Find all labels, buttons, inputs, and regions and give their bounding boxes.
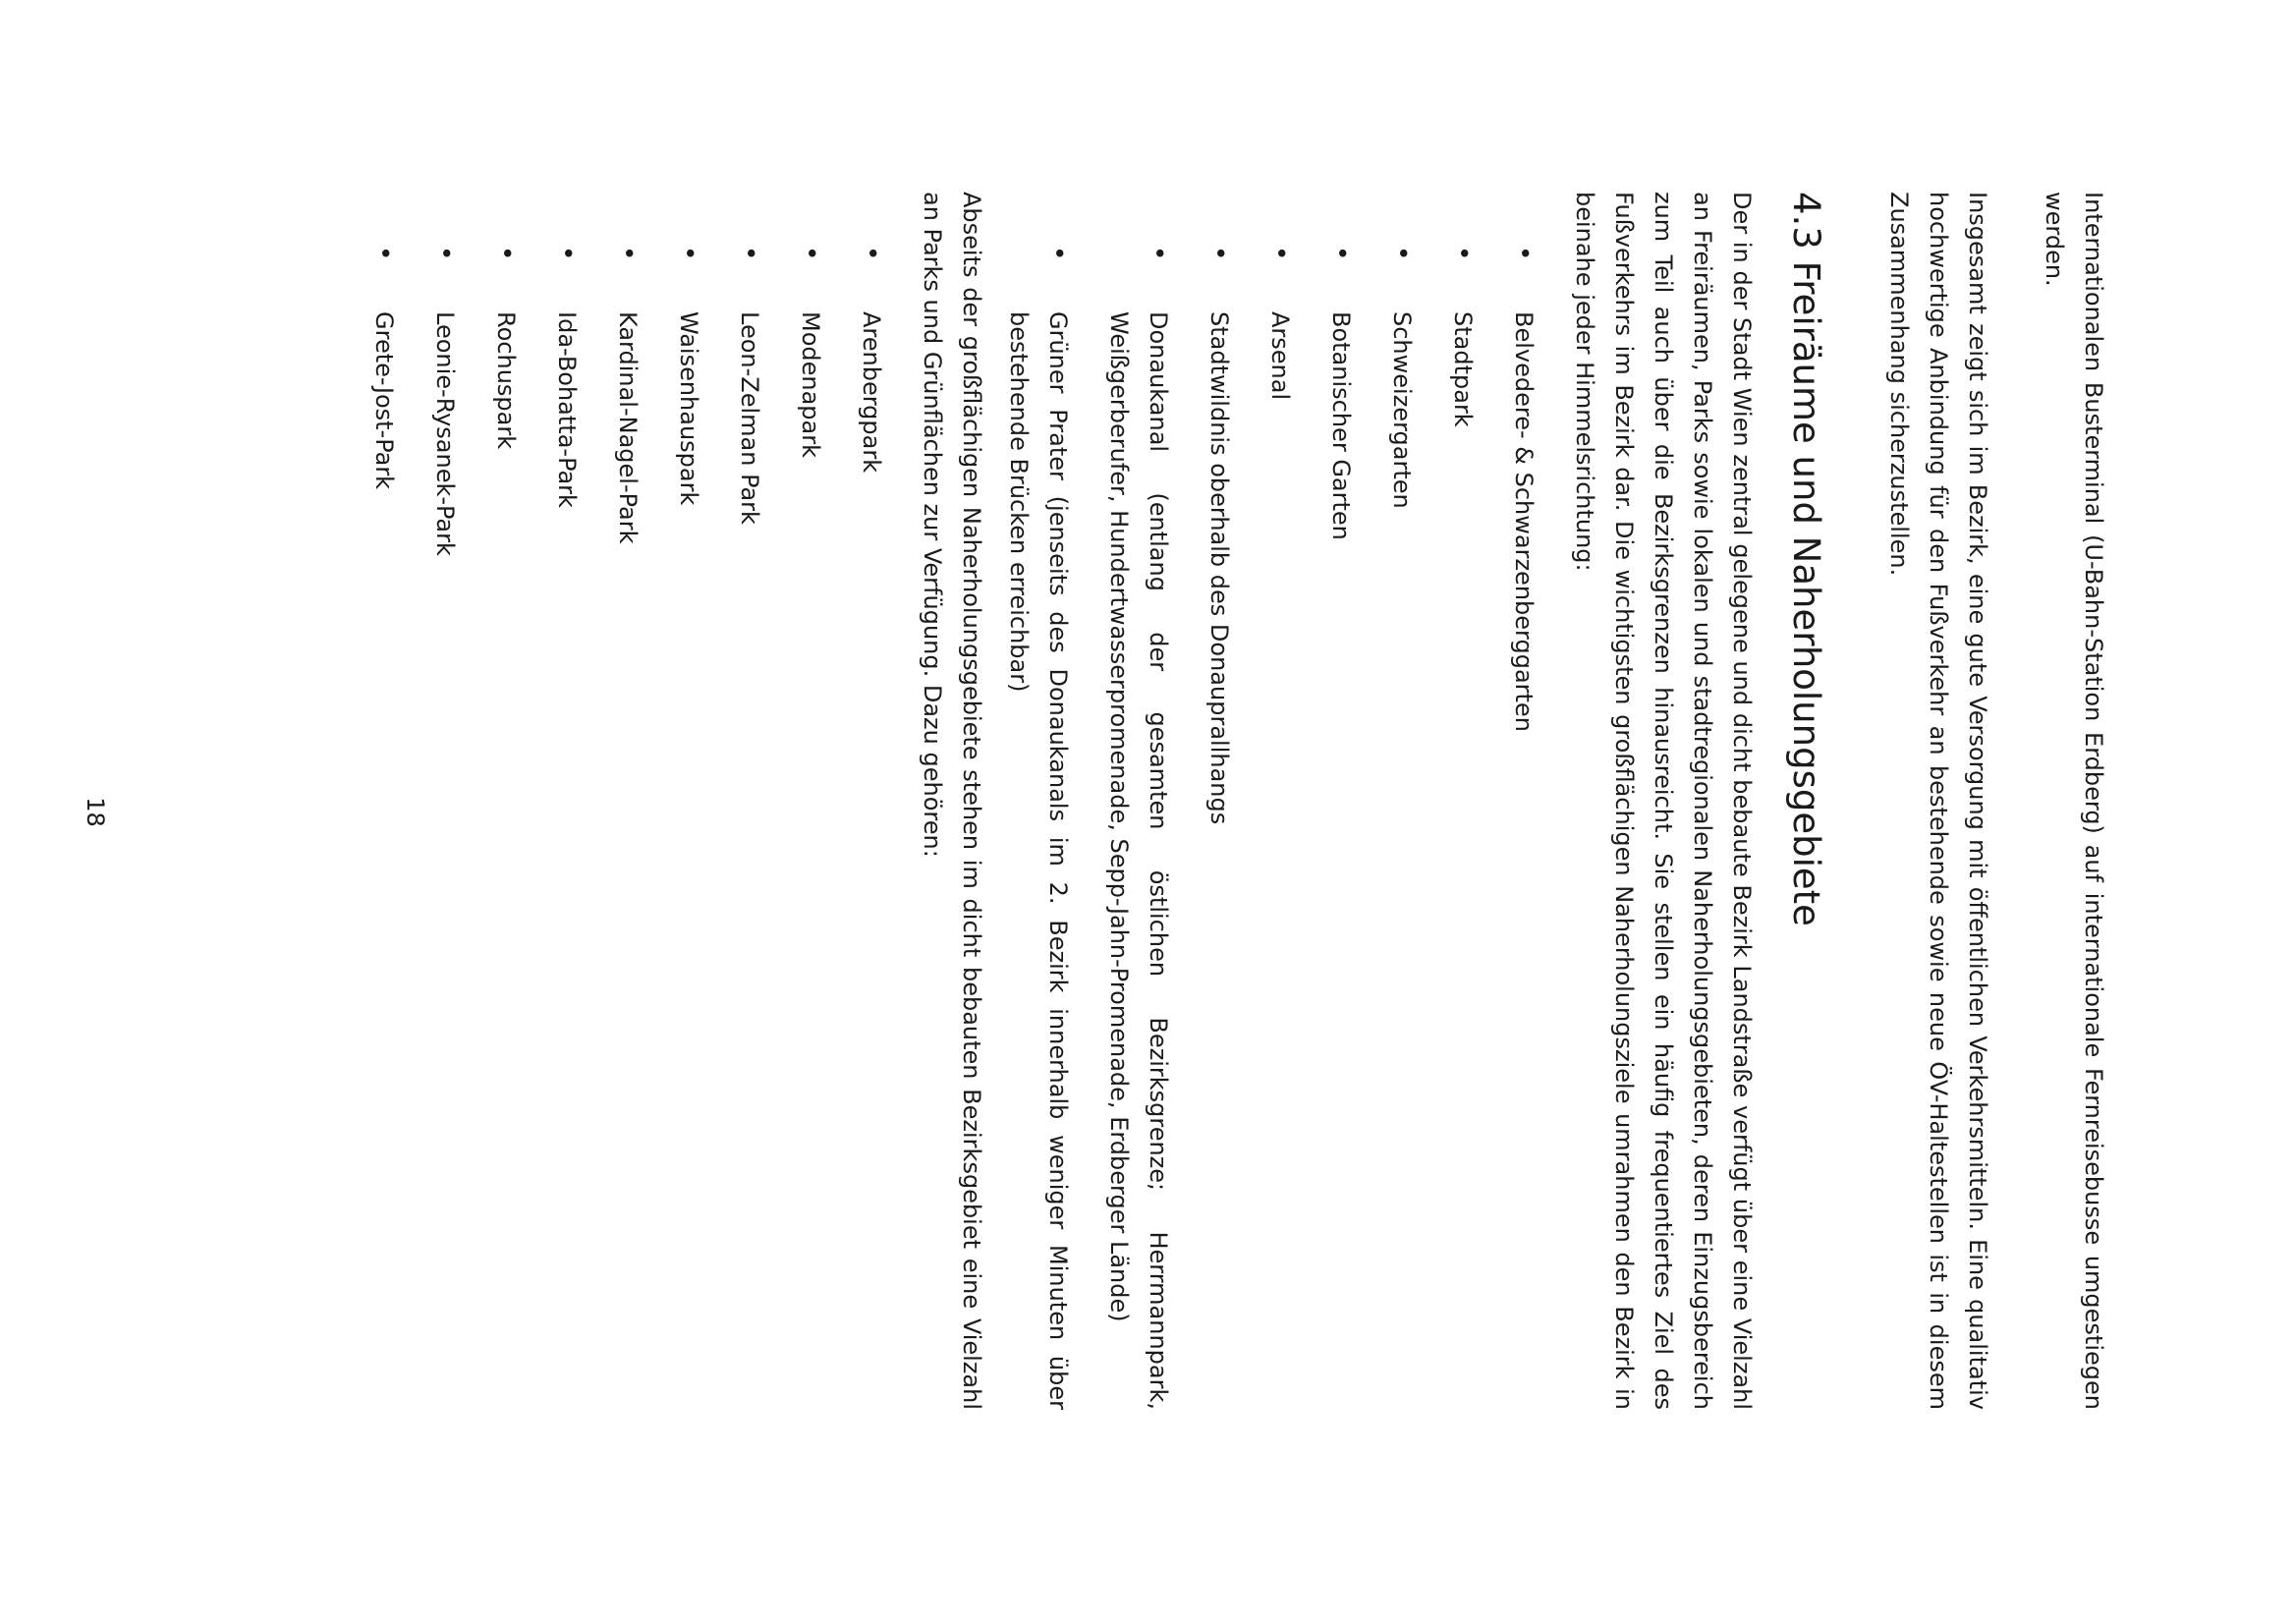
list-item: • Modenapark <box>791 192 830 1410</box>
parks-list <box>364 192 891 1410</box>
list-item: • Arenbergpark <box>852 192 891 1410</box>
list-item: • Ida-Bohatta-Park <box>547 192 587 1410</box>
list-item: • Schweizergarten <box>1382 192 1422 1410</box>
section-heading: 4.3 Freiräume und Naherholungsgebiete <box>1785 192 1827 926</box>
list-item: • Kardinal-Nagel-Park <box>608 192 647 1410</box>
list-item: • Donaukanal (entlang der gesamten östlichen Bezirksgrenze; Herrmannpark, Weißgerberufer, Hundertwasserpromenade, Sepp-Jahn-Promenade, Erdberger Lände) <box>1099 192 1178 1410</box>
list-item: • Leonie-Rysanek-Park <box>425 192 465 1410</box>
intro-summary: Insgesamt zeigt sich im Bezirk, eine gute Versorgung mit öffentlichen Verkehrsmitteln. Eine qualitativ hochwertige Anbindung für den Fußverkehr an bestehende sowie neue ÖV-Haltestellen ist in diesem Zusammenhang sicherzustellen. <box>1885 192 1991 1410</box>
major-areas-list <box>999 192 1543 1410</box>
list-item: • Stadtpark <box>1443 192 1483 1410</box>
list-item: • Rochuspark <box>486 192 526 1410</box>
list-item: • Botanischer Garten <box>1321 192 1361 1410</box>
list-item: • Grüner Prater (jenseits des Donaukanals im 2. Bezirk innerhalb weniger Minuten über bestehende Brücken erreichbar) <box>999 192 1078 1410</box>
list-item: • Belvedere- & Schwarzenberggarten <box>1504 192 1543 1410</box>
list-item: • Stadtwildnis oberhalb des Donauprallhangs <box>1200 192 1239 1410</box>
list-item: • Waisenhauspark <box>669 192 708 1410</box>
intro-continuation: Internationalen Busterminal (U-Bahn-Station Erdberg) auf internationale Fernreisebusse umgestiegen werden. <box>2041 192 2107 1410</box>
list-item: • Arsenal <box>1260 192 1300 1410</box>
page-number: 18 <box>82 797 109 827</box>
parks-paragraph: Abseits der großflächigen Naherholungsgebiete stehen im dicht bebauten Bezirksgebiet eine Vielzahl an Parks und Grünflächen zur Verfügung. Dazu gehören: <box>919 192 985 1410</box>
section-paragraph: Der in der Stadt Wien zentral gelegene und dicht bebaute Bezirk Landstraße verfügt über eine Vielzahl an Freiräumen, Parks sowie lokalen und stadtregionalen Naherholungsgebieten, deren Einzugsbereich zum Teil auch über die Bezirksgrenzen hinausreicht. Sie stellen ein häufig frequentiertes Ziel des Fußverkehrs im Bezirk dar. Die wichtigsten großflächigen Naherholungsziele umrahmen den Bezirk in beinahe jeder Himmelsrichtung: <box>1571 192 1756 1410</box>
list-item: • Leon-Zelman Park <box>730 192 769 1410</box>
page-content <box>357 192 2113 1410</box>
list-item: • Grete-Jost-Park <box>364 192 404 1410</box>
